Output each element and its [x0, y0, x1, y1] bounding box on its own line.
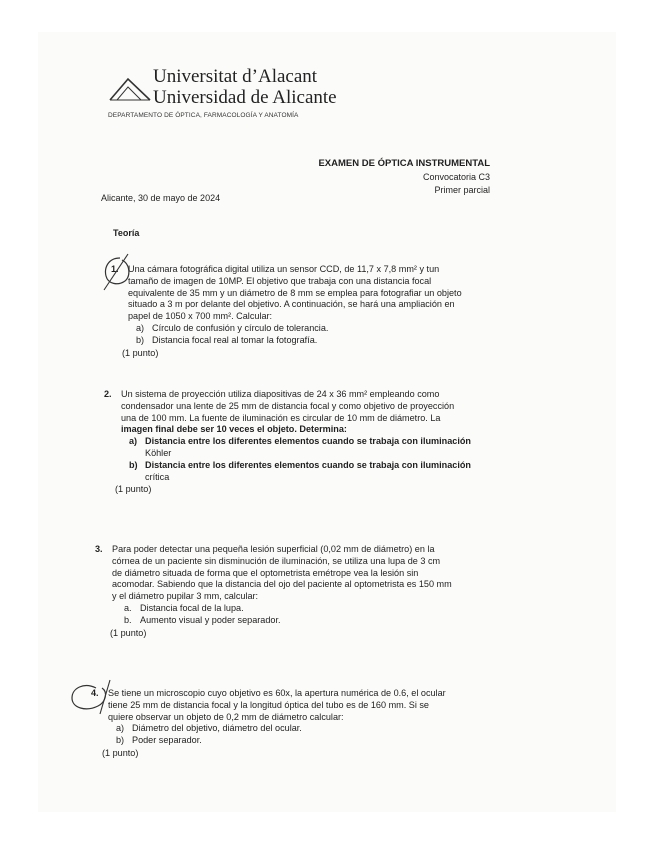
question-line: Para poder detectar una pequeña lesión superficial (0,02 mm de diámetro) en la	[112, 544, 435, 554]
question-option	[108, 735, 446, 747]
question-option	[128, 323, 462, 335]
question-number: 3.	[95, 544, 103, 554]
option-continuation: crítica	[145, 471, 170, 482]
department-name: DEPARTAMENTO DE ÓPTICA, FARMACOLOGÍA Y ANATOMÍA	[108, 112, 299, 119]
question-line: Se tiene un microscopio cuyo objetivo es 60x, la apertura numérica de 0.6, el ocular	[108, 688, 446, 698]
question-line: condensador una lente de 25 mm de distancia focal y como objetivo de proyección	[121, 400, 455, 411]
question-line: Una cámara fotográfica digital utiliza un sensor CCD, de 11,7 x 7,8 mm² y tun	[128, 264, 440, 274]
question-option	[128, 335, 462, 347]
question-2	[104, 389, 471, 496]
option-letter: b)	[116, 735, 125, 746]
option-letter: a)	[116, 723, 125, 734]
question-option	[121, 460, 471, 472]
question-points: (1 punto)	[102, 747, 139, 758]
question-line: Un sistema de proyección utiliza diapositivas de 24 x 36 mm² empleando como	[121, 389, 440, 399]
question-line: una de 100 mm. La fuente de iluminación es circular de 10 mm de diámetro. La	[121, 412, 441, 423]
exam-title: EXAMEN DE ÓPTICA INSTRUMENTAL	[318, 158, 490, 169]
option-text: Distancia focal real al tomar la fotografía.	[152, 334, 318, 345]
question-line: acomodar. Sabiendo que la distancia del ojo del paciente al optometrista es 150 mm	[112, 579, 452, 590]
option-text: Distancia entre los diferentes elementos cuando se trabaja con iluminación	[145, 436, 471, 447]
exam-convocatoria: Convocatoria C3	[422, 172, 490, 182]
exam-date: Alicante, 30 de mayo de 2024	[101, 193, 221, 203]
option-text: Distancia entre los diferentes elementos cuando se trabaja con iluminación	[145, 459, 471, 470]
university-name-spanish: Universidad de Alicante	[153, 87, 337, 108]
option-text: Círculo de confusión y círculo de tolerancia.	[152, 322, 329, 333]
question-line: situado a 3 m por delante del objetivo. A continuación, se hará una ampliación en	[128, 299, 455, 310]
section-title: Teoría	[113, 228, 140, 238]
question-number: 2.	[104, 389, 112, 399]
question-line: equivalente de 35 mm y un diámetro de 8 mm se emplea para fotografiar un objeto	[128, 287, 462, 298]
question-option	[108, 723, 446, 735]
question-points: (1 punto)	[110, 627, 147, 638]
question-line: papel de 1050 x 700 mm². Calcular:	[128, 311, 273, 322]
question-line: imagen final debe ser 10 veces el objeto. Determina:	[121, 424, 347, 435]
question-points: (1 punto)	[115, 484, 152, 495]
option-letter: b)	[136, 334, 145, 345]
question-points: (1 punto)	[122, 347, 159, 358]
question-line: tamaño de imagen de 10MP. El objetivo que trabaja con una distancia focal	[128, 275, 432, 286]
option-text: Distancia focal de la lupa.	[140, 602, 244, 613]
question-line: tiene 25 mm de distancia focal y la longitud óptica del tubo es de 160 mm. Si se	[108, 699, 429, 710]
option-text: Diámetro del objetivo, diámetro del ocular.	[132, 723, 302, 734]
option-continuation: Köhler	[145, 447, 172, 458]
option-letter: a)	[129, 436, 138, 447]
question-line: y el diámetro pupilar 3 mm, calcular:	[112, 591, 259, 602]
question-1	[111, 264, 462, 359]
question-line: de diámetro situada de forma que el optometrista emétrope vea la lesión sin	[112, 567, 419, 578]
question-line: quiere observar un objeto de 0,2 mm de diámetro calcular:	[108, 711, 344, 722]
question-number: 1.	[111, 264, 119, 274]
exam-partial: Primer parcial	[434, 185, 490, 195]
question-4	[91, 688, 446, 760]
option-text: Poder separador.	[132, 735, 202, 746]
university-name-valencian: Universitat d’Alacant	[153, 66, 318, 87]
question-3	[95, 544, 452, 639]
option-letter: b.	[124, 614, 132, 625]
question-number: 4.	[91, 688, 99, 698]
question-option	[112, 615, 452, 627]
university-logo-icon	[108, 76, 152, 102]
question-option	[121, 436, 471, 448]
question-option	[112, 603, 452, 615]
question-line: córnea de un paciente sin disminución de iluminación, se utiliza una lupa de 3 cm	[112, 555, 441, 566]
option-letter: a.	[124, 602, 132, 613]
option-text: Aumento visual y poder separador.	[140, 614, 281, 625]
option-letter: a)	[136, 322, 145, 333]
option-letter: b)	[129, 459, 138, 470]
